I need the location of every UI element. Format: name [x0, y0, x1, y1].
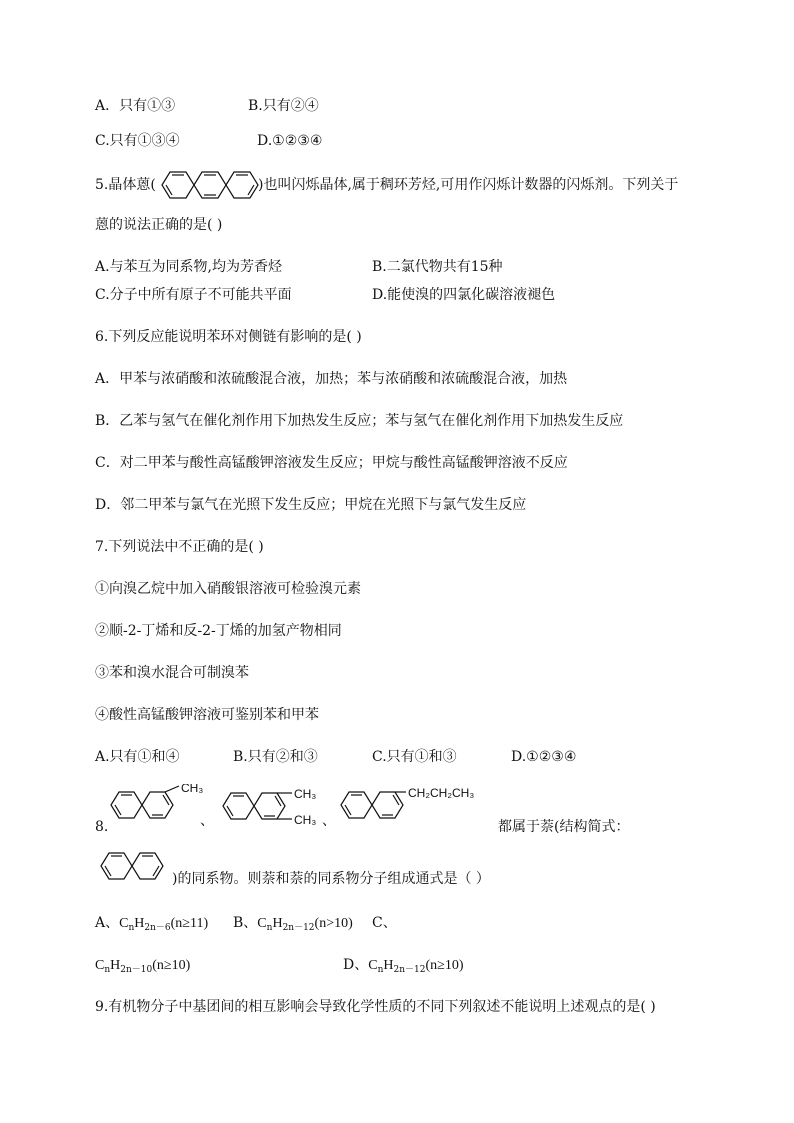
q6-option-a: A．甲苯与浓硝酸和浓硫酸混合液，加热；苯与浓硝酸和浓硫酸混合液，加热 [95, 371, 568, 387]
q8-option-a-label: A、 [95, 915, 120, 931]
q8-option-a-sub: 2n－6 [144, 923, 171, 933]
anthracene-structure [157, 164, 260, 204]
q6-option-c: C．对二甲苯与酸性高锰酸钾溶液发生反应；甲烷与酸性高锰酸钾溶液不反应 [95, 455, 568, 471]
q8-option-a-n: n [128, 923, 135, 933]
q8-option-b [233, 914, 353, 937]
q5-stem-prefix: 5.晶体蒽( [95, 177, 156, 193]
q8-s2-ch3-label-a: CH₃ [294, 787, 317, 801]
q8-option-b-n: n [266, 923, 273, 933]
q8-option-d [343, 956, 464, 979]
q5-stem-suffix: )也叫闪烁晶体,属于稠环芳烃,可用作闪烁计数器的闪烁剂。下列关于 [258, 177, 679, 193]
q8-option-c-c: C [95, 958, 105, 973]
q4-option-c: C.只有①③④ [95, 133, 180, 149]
q8-option-a-h: H [134, 916, 145, 931]
q5-option-d: D.能使溴的四氯化碳溶液褪色 [372, 287, 556, 303]
q7-statement-4: ④酸性高锰酸钾溶液可鉴别苯和甲苯 [95, 707, 319, 723]
q4-option-a: A．只有①③ [95, 98, 176, 114]
q9-stem: 9.有机物分子中基团间的相互影响会导致化学性质的不同下列叙述不能说明上述观点的是( ) [95, 999, 656, 1015]
q8-stem-tail: 都属于萘(结构简式： [498, 819, 630, 835]
q8-option-c [95, 956, 190, 979]
q7-statement-2: ②顺-2-丁烯和反-2-丁烯的加氢产物相同 [95, 623, 342, 639]
q8-option-c-h: H [110, 958, 121, 973]
q6-stem: 6.下列反应能说明苯环对侧链有影响的是( ) [95, 329, 362, 345]
q8-option-b-cond: (n>10) [314, 916, 353, 931]
q8-option-c-cond: (n≥10) [152, 958, 191, 973]
q8-option-c-n: n [104, 965, 111, 975]
q8-option-d-sub: 2n－12 [393, 965, 426, 975]
q8-option-b-label: B、 [233, 915, 258, 931]
q8-separator-2: 、 [322, 813, 336, 829]
q8-number: 8. [95, 819, 109, 835]
q7-option-c: C.只有①和③ [372, 749, 457, 765]
naphthalene-structure [97, 846, 173, 886]
q8-s3-propyl-label: CH₂CH₂CH₃ [408, 786, 475, 800]
q8-option-a-cond: (n≥11) [170, 916, 209, 931]
propylnaphthalene-structure [338, 784, 504, 826]
q4-option-d: D.①②③④ [257, 133, 323, 149]
q5-option-b: B.二氯代物共有15种 [372, 259, 503, 275]
q7-statement-1: ①向溴乙烷中加入硝酸银溶液可检验溴元素 [95, 581, 361, 597]
q8-option-a-c: C [119, 916, 129, 931]
q8-option-a [95, 914, 208, 937]
q8-option-d-n: n [377, 965, 384, 975]
q8-option-d-h: H [383, 958, 394, 973]
q8-option-d-c: C [368, 958, 378, 973]
q8-option-c-label: C、 [372, 915, 397, 931]
q8-separator-1: 、 [200, 813, 214, 829]
dimethylnaphthalene-structure [220, 784, 328, 830]
q7-option-d: D.①②③④ [511, 749, 577, 765]
q7-stem: 7.下列说法中不正确的是( ) [95, 539, 264, 555]
q5-stem-line2: 蒽的说法正确的是( ) [95, 217, 223, 233]
q7-option-a: A.只有①和④ [95, 749, 180, 765]
q5-option-a: A.与苯互为同系物,均为芳香烃 [95, 259, 283, 275]
q8-option-d-cond: (n≥10) [425, 958, 464, 973]
q8-s2-ch3-label-b: CH₃ [294, 813, 317, 827]
q5-option-c: C.分子中所有原子不可能共平面 [95, 287, 292, 303]
q8-s1-ch3-label: CH₃ [181, 784, 204, 795]
q8-option-d-label: D、 [343, 957, 369, 973]
q6-option-b: B．乙苯与氢气在催化剂作用下加热发生反应；苯与氢气在催化剂作用下加热发生反应 [95, 413, 624, 429]
q7-option-b: B.只有②和③ [233, 749, 318, 765]
q7-statement-3: ③苯和溴水混合可制溴苯 [95, 665, 249, 681]
q8-stem-line2: )的同系物。则萘和萘的同系物分子组成通式是（ ） [172, 871, 490, 887]
q8-option-b-c: C [257, 916, 267, 931]
q4-option-b: B.只有②④ [248, 98, 319, 114]
q8-option-b-h: H [272, 916, 283, 931]
q8-option-c-sub: 2n－10 [120, 965, 153, 975]
q8-option-b-sub: 2n－12 [282, 923, 315, 933]
q6-option-d: D．邻二甲苯与氯气在光照下发生反应；甲烷在光照下与氯气发生反应 [95, 497, 527, 513]
